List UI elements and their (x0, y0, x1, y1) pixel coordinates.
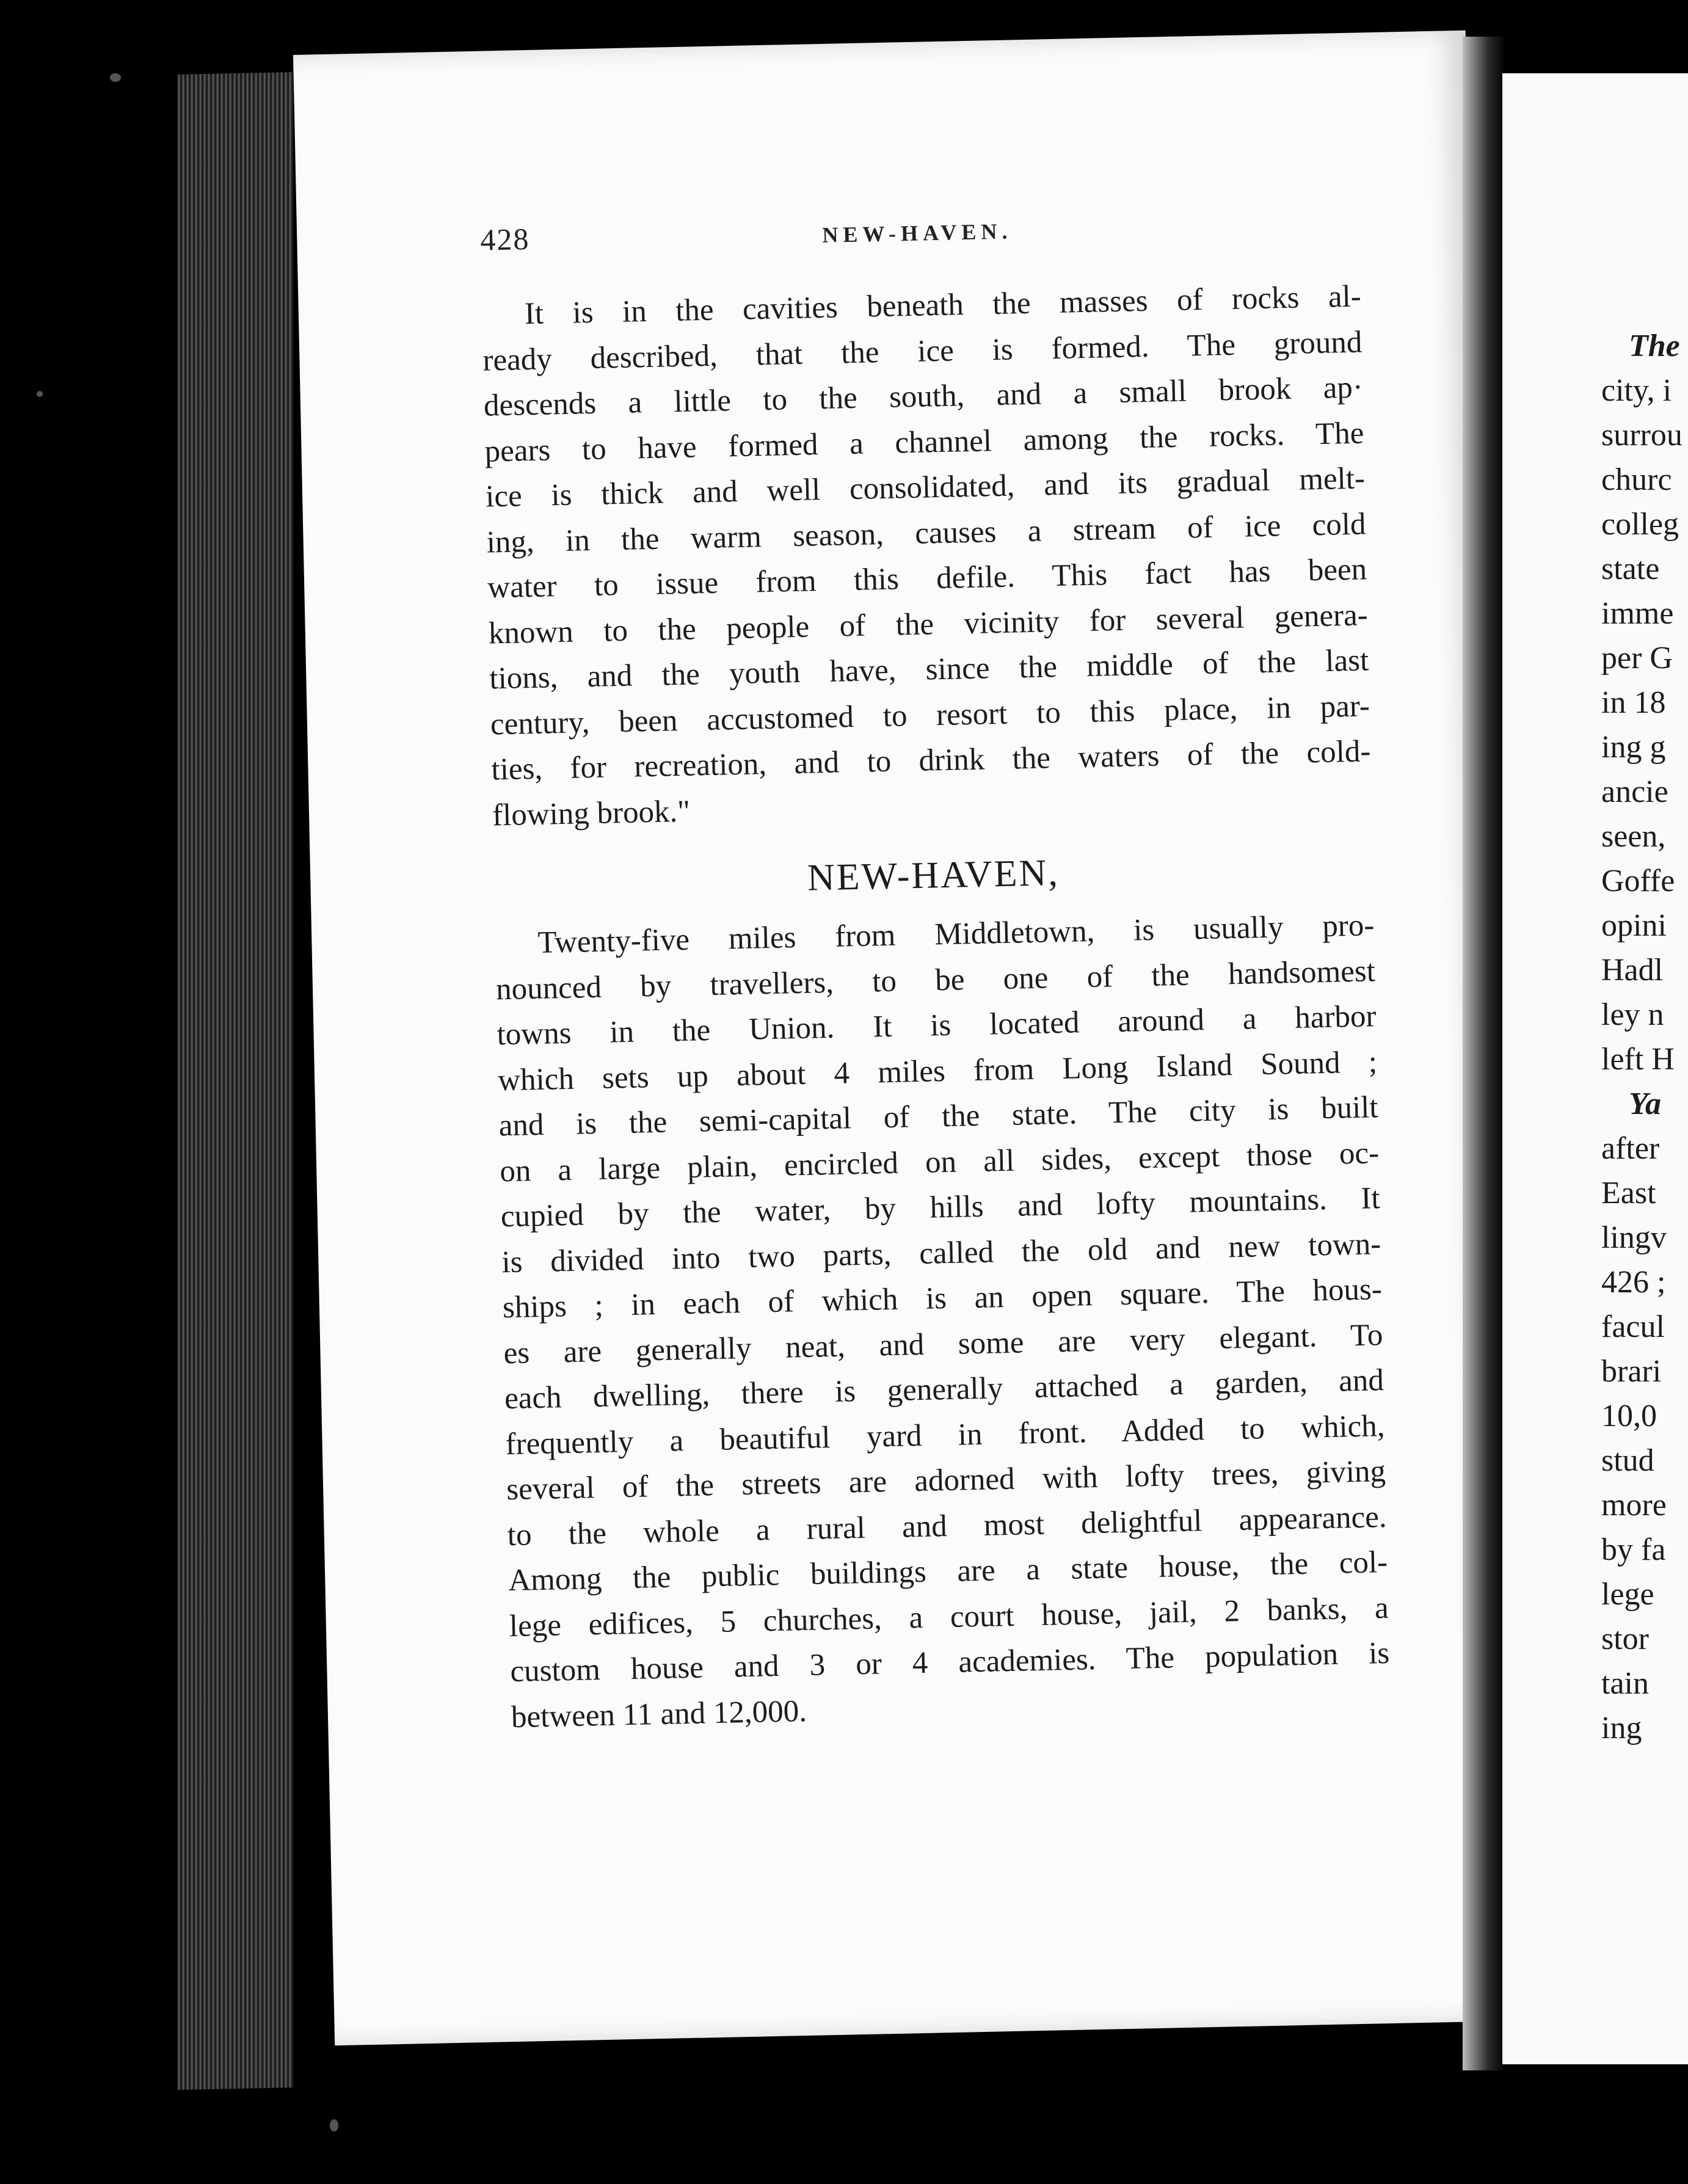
text-line: and is the semi-capital of the state. The city is built (498, 1090, 1379, 1143)
text-line: water to issue from this defile. This fact has been (487, 552, 1367, 605)
scan-speck (330, 2119, 338, 2131)
text-line: is divided into two parts, called the old and new town- (501, 1226, 1381, 1279)
text-line: ice is thick and well consolidated, and its gradual melt- (485, 461, 1366, 514)
text-line: on a large plain, encircled on all sides, except those oc- (499, 1135, 1380, 1188)
text-line: each dwelling, there is generally attached a garden, and (504, 1363, 1384, 1416)
text-fragment: in 18 (1601, 685, 1666, 720)
text-line: to the whole a rural and most delightful appearance. (507, 1499, 1388, 1552)
text-fragment: seen, (1601, 819, 1666, 854)
text-fragment: imme (1601, 596, 1674, 631)
book-gutter (1463, 37, 1505, 2070)
text-fragment: The (1629, 329, 1680, 363)
text-fragment: facul (1601, 1309, 1665, 1344)
text-fragment: lege (1601, 1577, 1654, 1612)
section-paragraph (495, 903, 1391, 1740)
text-fragment: ley n (1601, 997, 1664, 1032)
text-line: ready described, that the ice is formed. The ground (482, 324, 1362, 378)
text-line: towns in the Union. It is located around a harbor (497, 999, 1377, 1052)
text-line: between 11 and 12,000. (511, 1694, 807, 1734)
text-line: ships ; in each of which is an open square. The hous- (502, 1272, 1383, 1325)
text-fragment: 426 ; (1601, 1265, 1666, 1300)
text-line: century, been accustomed to resort to this place, in par- (490, 688, 1370, 741)
text-fragment: East (1601, 1176, 1656, 1210)
text-fragment: stor (1601, 1622, 1649, 1656)
text-fragment: after (1601, 1131, 1660, 1166)
text-fragment: surrou (1601, 418, 1683, 453)
text-line: several of the streets are adorned with lofty trees, giving (506, 1454, 1386, 1507)
text-fragment: Hadl (1601, 953, 1664, 988)
quote-paragraph (481, 274, 1372, 838)
text-line: ing, in the warm season, causes a stream of ice cold (486, 506, 1367, 560)
text-line: pears to have formed a channel among the rocks. The (484, 415, 1364, 469)
text-line: descends a little to the south, and a small brook ap· (483, 370, 1364, 423)
text-fragment: colleg (1601, 507, 1679, 542)
text-line: lege edifices, 5 churches, a court house, jail, 2 banks, a (509, 1590, 1389, 1643)
text-fragment: more (1601, 1488, 1667, 1523)
text-fragment: by fa (1601, 1532, 1666, 1567)
text-fragment: ing g (1601, 730, 1666, 765)
text-fragment: 10,0 (1601, 1399, 1657, 1433)
text-line: which sets up about 4 miles from Long Island Sound ; (497, 1044, 1378, 1097)
book-page-edges (177, 72, 293, 2090)
section-heading: NEW-HAVEN, (807, 852, 1060, 899)
text-line: ties, for recreation, and to drink the waters of the cold- (490, 734, 1371, 787)
text-fragment: churc (1601, 462, 1672, 497)
text-fragment: opini (1601, 908, 1667, 943)
text-fragment: brari (1601, 1354, 1662, 1389)
text-line: custom house and 3 or 4 academies. The population is (509, 1636, 1390, 1689)
text-line: known to the people of the vicinity for several genera- (488, 597, 1369, 651)
text-line: Twenty-five miles from Middletown, is usually pro- (537, 908, 1375, 960)
text-fragment: state (1601, 551, 1660, 586)
text-fragment: tain (1601, 1666, 1649, 1701)
scan-speck (110, 73, 121, 82)
text-fragment: Ya (1629, 1087, 1661, 1121)
text-fragment: Goffe (1601, 864, 1675, 898)
text-fragment: ancie (1601, 774, 1668, 809)
text-fragment: ing (1601, 1711, 1642, 1745)
right-page-text-fragment (1601, 324, 1683, 1750)
text-line: nounced by travellers, to be one of the handsomest (495, 953, 1376, 1006)
text-line: tions, and the youth have, since the middle of the last (489, 643, 1369, 696)
text-fragment: city, i (1601, 373, 1672, 408)
running-head (480, 203, 1360, 264)
text-fragment: stud (1601, 1443, 1654, 1478)
text-line: es are generally neat, and some are very elegant. To (503, 1317, 1383, 1370)
text-fragment: lingv (1601, 1220, 1667, 1255)
text-line: It is in the cavities beneath the masses of rocks al- (524, 279, 1362, 332)
text-fragment: left H (1601, 1042, 1675, 1077)
text-fragment: per G (1601, 641, 1673, 675)
text-line: cupied by the water, by hills and lofty mountains. It (500, 1181, 1381, 1234)
text-line: frequently a beautiful yard in front. Added to which, (505, 1408, 1385, 1461)
text-line: Among the public buildings are a state house, the col- (507, 1545, 1388, 1598)
running-title: NEW-HAVEN. (821, 219, 1013, 247)
text-line: flowing brook." (492, 794, 691, 832)
scan-speck (37, 391, 43, 397)
left-page (293, 31, 1507, 2045)
page-number: 428 (479, 221, 530, 257)
